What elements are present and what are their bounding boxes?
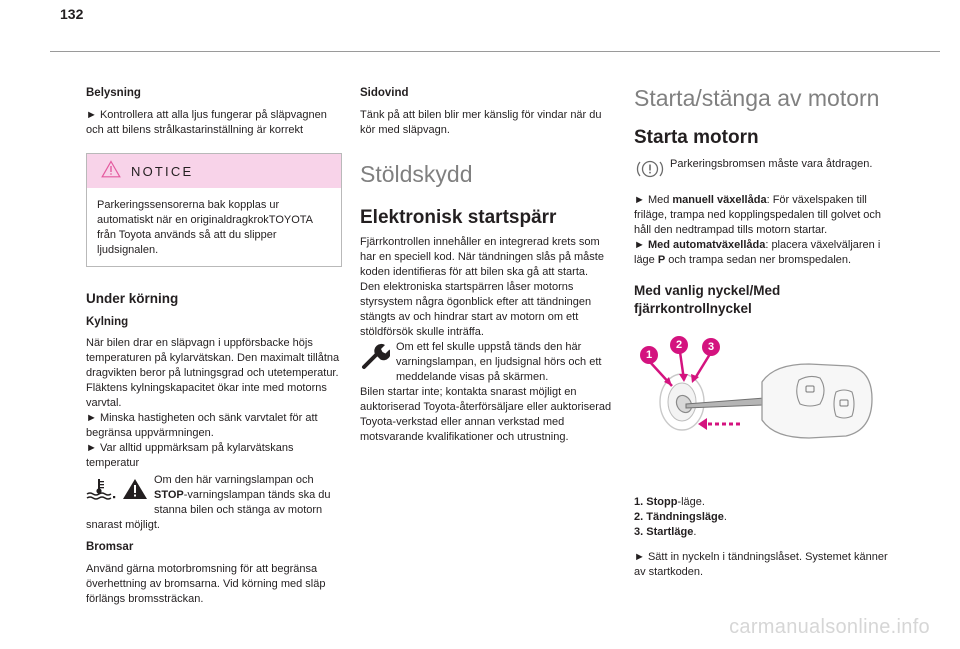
insert-key-text: ► Sätt in nyckeln i tändningslåset. Systemet känner av startkoden. [634, 551, 888, 578]
tool-warning-block [360, 340, 618, 385]
column-left [86, 84, 344, 607]
tool-warning-text: Om ett fel skulle uppstå tänds den här varningslampan, en ljudsignal hörs och ett meddelande visas på skärmen. [396, 341, 602, 383]
wrench-icon [360, 342, 390, 375]
section-title-stoldskydd: Stöldskydd [360, 161, 473, 187]
footer-watermark: carmanualsonline.info [729, 616, 930, 638]
notice-label: NOTICE [131, 163, 194, 179]
coolant-warning-block [86, 473, 344, 533]
notice-box [86, 153, 342, 267]
list-item: 3. Startläge. [634, 526, 697, 538]
marker-3: 3 [702, 338, 720, 356]
subtitle-starta-motorn: Starta motorn [634, 127, 759, 148]
list-item: 1. Stopp-läge. [634, 496, 705, 508]
warning-triangle-icon [101, 160, 121, 183]
kylning-heading: Kylning [86, 316, 129, 328]
coolant-warning-text: Om den här varningslampan och STOP-varningslampan tänds ska du stanna bilen och stänga av motorn snarast möjligt. [86, 474, 331, 531]
parking-brake-icon [634, 158, 666, 185]
auto-gearbox-text: ► Med automatväxellåda: placera växelväljaren i läge P och trampa sedan ner bromspedalen. [634, 239, 881, 266]
page-number: 132 [60, 6, 84, 22]
bromsar-heading: Bromsar [86, 541, 134, 553]
startsparr-text-1: Fjärrkontrollen innehåller en integrerad krets som har en speciell kod. När tändningen slås på måste koden identifieras för att bilen ska gå att starta. [360, 236, 604, 278]
under-korning-heading: Under körning [86, 291, 179, 306]
column-right [634, 84, 892, 580]
ignition-key-illustration [634, 334, 884, 459]
marker-2: 2 [670, 336, 688, 354]
kylning-text: När bilen drar en släpvagn i uppförsbacke höjs temperaturen på kylarvätskan. Den maximalt tillåtna dragvikten beror på lutningsgrad och utetemperatur. Fläktens kylningskapacitet ökar inte med motorns varvtal. [86, 337, 340, 409]
parking-brake-note [634, 157, 892, 185]
notice-text: Parkeringssensorerna bak kopplas ur automatiskt när en originaldragkrokTOYOTA från Toyota används så att du slipper ljudsignalen. [97, 199, 313, 256]
parking-brake-text: Parkeringsbromsen måste vara åtdragen. [670, 158, 873, 170]
bromsar-text: Använd gärna motorbromsning för att begränsa överhettning av bromsarna. Vid körning med släp förlängs bromssträckan. [86, 563, 326, 605]
warning-triangle-icon [122, 478, 148, 505]
notice-header [87, 154, 341, 188]
subtitle-startsparr: Elektronisk startspärr [360, 207, 557, 228]
stop-label: STOP [154, 489, 184, 501]
sidovind-text: Tänk på att bilen blir mer känslig för vindar när du kör med släpvagn. [360, 109, 602, 136]
sidovind-heading: Sidovind [360, 87, 409, 99]
startsparr-text-3: Bilen startar inte; kontakta snarast möjligt en auktoriserad Toyota-återförsäljare eller auktoriserad Toyota-verkstad eller annan verkstad med motsvarande kvalifikationer och utrustning. [360, 386, 612, 443]
section-title-starta: Starta/stänga av motorn [634, 85, 880, 111]
column-middle [360, 84, 618, 445]
top-rule [50, 51, 940, 52]
kylning-bullet-1: ► Minska hastigheten och sänk varvtalet för att begränsa uppvärmningen. [86, 412, 318, 439]
coolant-temperature-icon [86, 478, 116, 505]
list-item: 2. Tändningsläge. [634, 511, 727, 523]
startsparr-text-2: Den elektroniska startspärren låser motorns styrsystem några ögonblick efter att tändningen stängts av och hindrar start av motorn om ett stöldförsök skulle inträffa. [360, 281, 592, 338]
manual-gearbox-text: ► Med manuell växellåda: För växelspaken till friläge, trampa ned kopplingspedalen till golvet och håll den nedtrampad tills motorn startar. [634, 194, 882, 236]
belysning-heading: Belysning [86, 87, 141, 99]
key-heading: Med vanlig nyckel/Med fjärrkontrollnyckel [634, 283, 781, 316]
kylning-bullet-2: ► Var alltid uppmärksam på kylarvätskans temperatur [86, 442, 294, 469]
belysning-text: ► Kontrollera att alla ljus fungerar på släpvagnen och att bilens strålkastarinställning är korrekt [86, 109, 327, 136]
marker-1: 1 [640, 346, 658, 364]
ignition-positions-list [634, 495, 892, 540]
